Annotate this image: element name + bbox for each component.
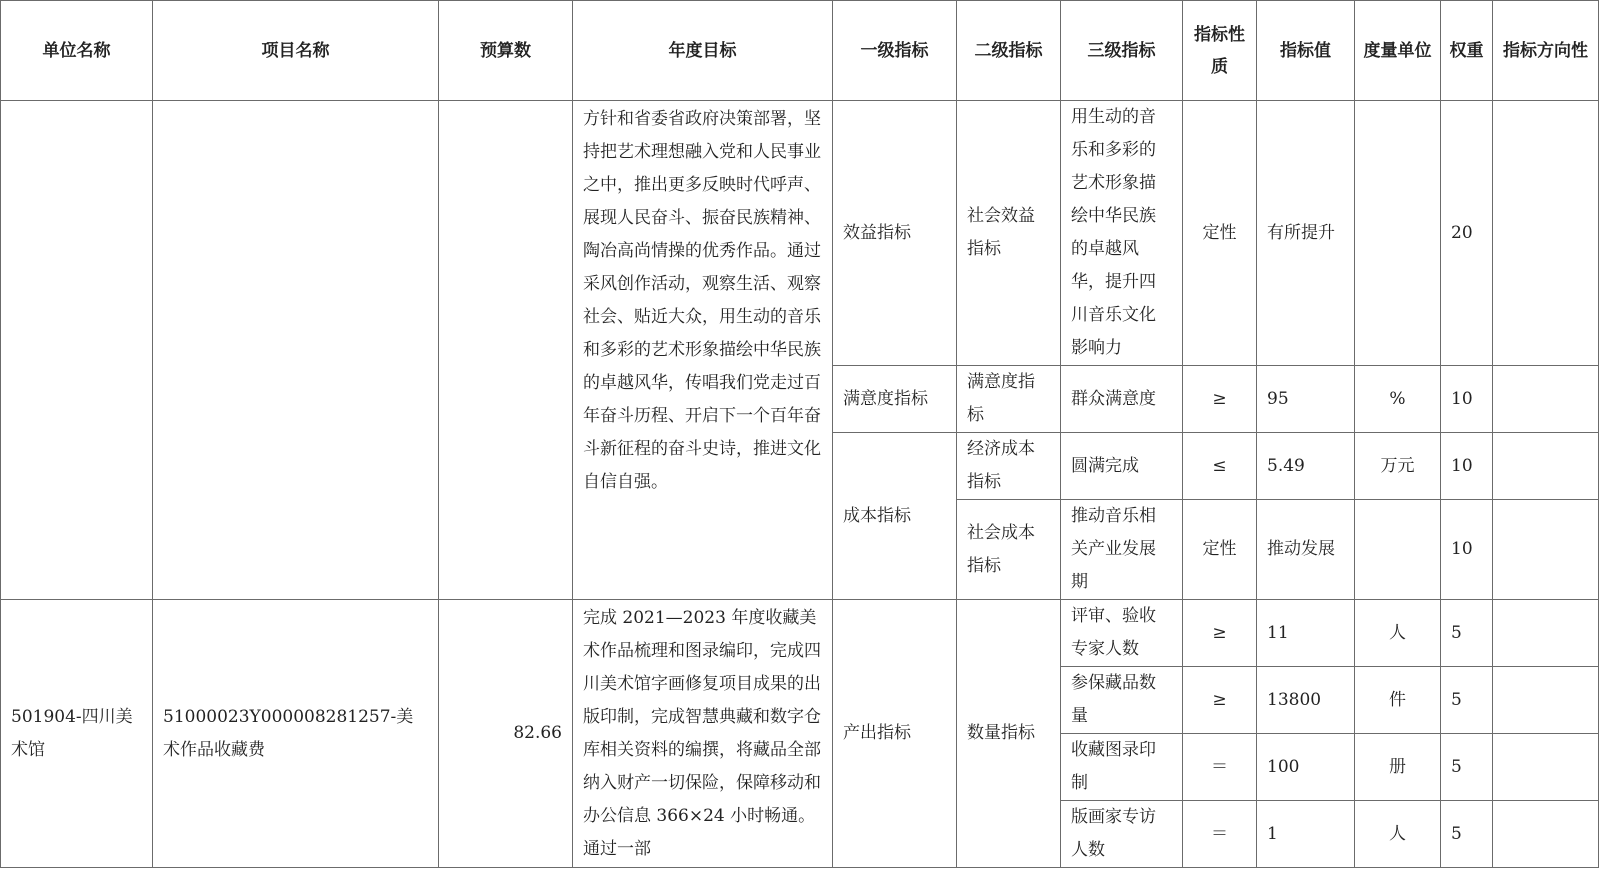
header-unit-name: 单位名称 <box>1 1 153 101</box>
direction-cell <box>1493 433 1599 500</box>
unit-name-cell: 501904-四川美术馆 <box>1 600 153 868</box>
header-project-name: 项目名称 <box>153 1 439 101</box>
indicator-nature-cell: ≥ <box>1183 667 1257 734</box>
weight-cell: 20 <box>1441 101 1493 366</box>
header-level1-indicator: 一级指标 <box>833 1 957 101</box>
table-row <box>1 101 1599 366</box>
weight-cell: 10 <box>1441 366 1493 433</box>
unit-of-measure-cell: % <box>1355 366 1441 433</box>
project-name-cell <box>153 101 439 600</box>
weight-cell: 10 <box>1441 500 1493 600</box>
header-annual-goal: 年度目标 <box>573 1 833 101</box>
annual-goal-cell: 方针和省委省政府决策部署，坚持把艺术理想融入党和人民事业之中，推出更多反映时代呼声、展现人民奋斗、振奋民族精神、陶冶高尚情操的优秀作品。通过采风创作活动，观察生活、观察社会、贴近大众，用生动的音乐和多彩的艺术形象描绘中华民族的卓越风华，传唱我们党走过百年奋斗历程、开启下一个百年奋斗新征程的奋斗史诗，推进文化自信自强。 <box>573 101 833 600</box>
level1-indicator-cell: 满意度指标 <box>833 366 957 433</box>
indicator-nature-cell: ≥ <box>1183 600 1257 667</box>
level3-indicator-cell: 收藏图录印制 <box>1061 734 1183 801</box>
level2-indicator-cell: 社会效益指标 <box>957 101 1061 366</box>
level3-indicator-cell: 评审、验收专家人数 <box>1061 600 1183 667</box>
direction-cell <box>1493 366 1599 433</box>
header-level2-indicator: 二级指标 <box>957 1 1061 101</box>
weight-cell: 5 <box>1441 600 1493 667</box>
budget-cell <box>439 101 573 600</box>
annual-goal-cell: 完成 2021—2023 年度收藏美术作品梳理和图录编印，完成四川美术馆字画修复项目成果的出版印制，完成智慧典藏和数字仓库相关资料的编撰，将藏品全部纳入财产一切保险，保障移动和办公信息 366×24 小时畅通。通过一部 <box>573 600 833 868</box>
unit-of-measure-cell: 件 <box>1355 667 1441 734</box>
level1-indicator-cell: 产出指标 <box>833 600 957 868</box>
indicator-nature-cell: ≥ <box>1183 366 1257 433</box>
unit-of-measure-cell <box>1355 101 1441 366</box>
indicator-value-cell: 95 <box>1257 366 1355 433</box>
direction-cell <box>1493 101 1599 366</box>
header-row <box>1 1 1599 101</box>
indicator-value-cell: 1 <box>1257 801 1355 868</box>
indicator-nature-cell: 定性 <box>1183 500 1257 600</box>
direction-cell <box>1493 600 1599 667</box>
level3-indicator-cell: 群众满意度 <box>1061 366 1183 433</box>
header-level3-indicator: 三级指标 <box>1061 1 1183 101</box>
budget-cell: 82.66 <box>439 600 573 868</box>
level2-indicator-cell: 社会成本指标 <box>957 500 1061 600</box>
unit-name-cell <box>1 101 153 600</box>
header-indicator-nature: 指标性质 <box>1183 1 1257 101</box>
indicator-value-cell: 13800 <box>1257 667 1355 734</box>
level1-indicator-cell: 效益指标 <box>833 101 957 366</box>
level2-indicator-cell: 满意度指标 <box>957 366 1061 433</box>
level2-indicator-cell: 经济成本指标 <box>957 433 1061 500</box>
header-weight: 权重 <box>1441 1 1493 101</box>
header-budget: 预算数 <box>439 1 573 101</box>
direction-cell <box>1493 801 1599 868</box>
indicator-value-cell: 有所提升 <box>1257 101 1355 366</box>
indicator-nature-cell: 定性 <box>1183 101 1257 366</box>
level1-indicator-cell: 成本指标 <box>833 433 957 600</box>
level3-indicator-cell: 参保藏品数量 <box>1061 667 1183 734</box>
indicator-value-cell: 推动发展 <box>1257 500 1355 600</box>
indicator-nature-cell: ＝ <box>1183 801 1257 868</box>
indicator-nature-cell: ＝ <box>1183 734 1257 801</box>
project-name-cell: 51000023Y000008281257-美术作品收藏费 <box>153 600 439 868</box>
unit-of-measure-cell: 万元 <box>1355 433 1441 500</box>
level2-indicator-cell: 数量指标 <box>957 600 1061 868</box>
weight-cell: 10 <box>1441 433 1493 500</box>
weight-cell: 5 <box>1441 734 1493 801</box>
direction-cell <box>1493 500 1599 600</box>
weight-cell: 5 <box>1441 801 1493 868</box>
indicator-value-cell: 100 <box>1257 734 1355 801</box>
unit-of-measure-cell: 人 <box>1355 801 1441 868</box>
indicator-nature-cell: ≤ <box>1183 433 1257 500</box>
level3-indicator-cell: 版画家专访人数 <box>1061 801 1183 868</box>
unit-of-measure-cell <box>1355 500 1441 600</box>
header-indicator-value: 指标值 <box>1257 1 1355 101</box>
indicator-value-cell: 11 <box>1257 600 1355 667</box>
level3-indicator-cell: 用生动的音乐和多彩的艺术形象描绘中华民族的卓越风华，提升四川音乐文化影响力 <box>1061 101 1183 366</box>
header-unit-of-measure: 度量单位 <box>1355 1 1441 101</box>
unit-of-measure-cell: 人 <box>1355 600 1441 667</box>
header-direction: 指标方向性 <box>1493 1 1599 101</box>
indicator-value-cell: 5.49 <box>1257 433 1355 500</box>
unit-of-measure-cell: 册 <box>1355 734 1441 801</box>
level3-indicator-cell: 圆满完成 <box>1061 433 1183 500</box>
direction-cell <box>1493 667 1599 734</box>
level3-indicator-cell: 推动音乐相关产业发展期 <box>1061 500 1183 600</box>
direction-cell <box>1493 734 1599 801</box>
weight-cell: 5 <box>1441 667 1493 734</box>
table-row <box>1 600 1599 667</box>
